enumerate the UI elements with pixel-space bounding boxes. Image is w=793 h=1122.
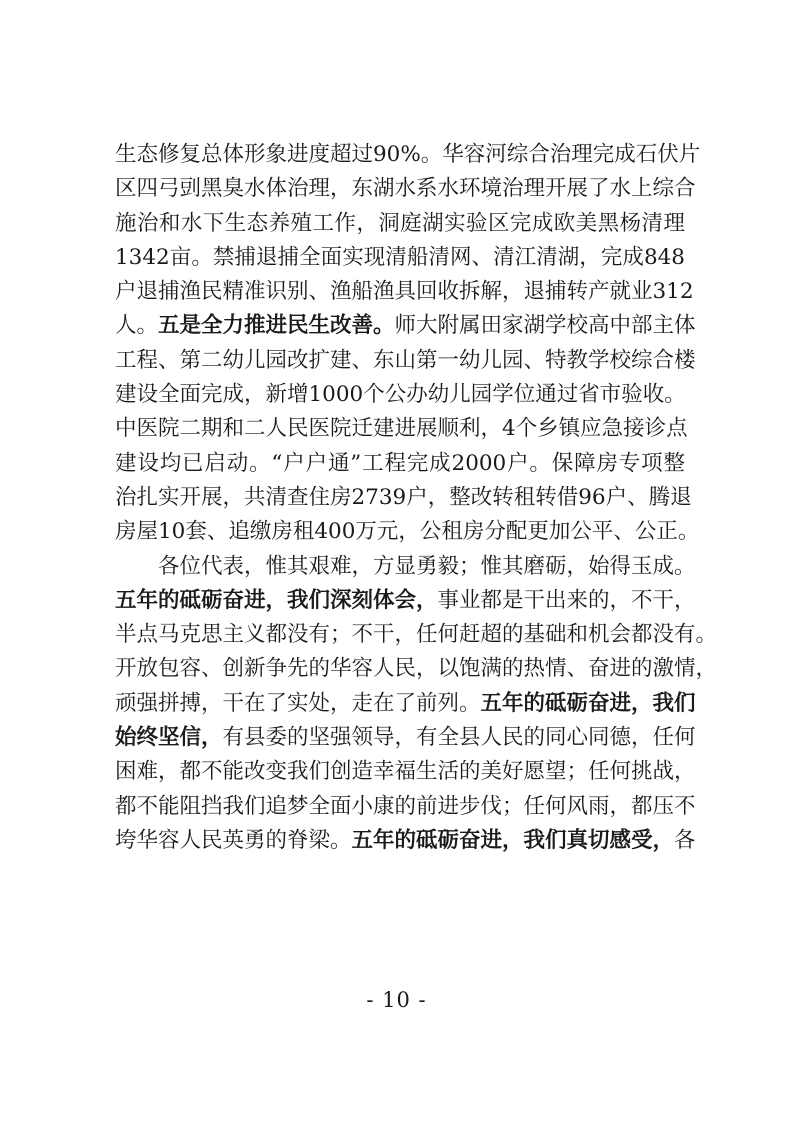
text-line (115, 584, 696, 618)
text-run: 人。 (115, 313, 159, 339)
text-line (115, 309, 696, 343)
text-run: 有县委的坚强领导，有全县人民的同心同德，任何 (222, 725, 696, 751)
text-line: 施治和水下生态养殖工作，洞庭湖实验区完成欧美黑杨清理 (115, 210, 685, 236)
bold-heading-five: 五是全力推进民生改善。 (158, 313, 395, 339)
page-number: - 10 - (366, 988, 427, 1012)
text-line: 中医院二期和二人民医院迁建进展顺利，4个乡镇应急接诊点 (115, 416, 688, 442)
text-run: 垮华容人民英勇的脊梁。 (115, 827, 352, 853)
text-line: 区四弓剅黑臭水体治理，东湖水系水环境治理开展了水上综合 (115, 176, 696, 202)
text-line: 建设全面完成，新增1000个公办幼儿园学位通过省市验收。 (115, 382, 686, 408)
text-line: 房屋10套、追缴房租400万元，公租房分配更加公平、公正。 (115, 519, 700, 545)
text-line: 建设均已启动。“户户通”工程完成2000户。保障房专项整 (115, 450, 685, 476)
text-line: 半点马克思主义都没有；不干，任何赶超的基础和机会都没有。 (115, 622, 718, 648)
text-line: 各位代表，惟其艰难，方显勇毅；惟其磨砺，始得玉成。 (158, 553, 696, 579)
bold-phrase: 五年的砥砺奋进，我们真切感受， (351, 827, 675, 853)
text-line: 生态修复总体形象进度超过90%。华容河综合治理完成石伏片 (115, 142, 701, 167)
bold-phrase: 五年的砥砺奋进，我们 (480, 690, 696, 716)
text-line (115, 824, 696, 858)
text-line: 治扎实开展，共清查住房2739户，整改转租转借96户、腾退 (115, 484, 692, 510)
bold-phrase: 五年的砥砺奋进，我们深刻体会， (115, 587, 438, 613)
text-run: 各 (674, 827, 696, 853)
body-text (115, 138, 718, 858)
text-run: 师大附属田家湖学校高中部主体 (394, 313, 696, 339)
text-run: 顽强拼搏，干在了实处，走在了前列。 (115, 690, 481, 716)
text-line: 都不能阻挡我们追梦全面小康的前进步伐；任何风雨，都压不 (115, 793, 696, 819)
text-line (115, 687, 696, 721)
text-line: 工程、第二幼儿园改扩建、东山第一幼儿园、特教学校综合楼 (115, 347, 696, 373)
text-line: 困难，都不能改变我们创造幸福生活的美好愿望；任何挑战， (115, 759, 696, 785)
text-line: 户退捕渔民精准识别、渔船渔具回收拆解，退捕转产就业312 (115, 279, 694, 305)
text-line: 1342亩。禁捕退捕全面实现清船清网、清江清湖，完成848 (115, 244, 685, 270)
text-line (115, 721, 696, 755)
bold-phrase: 始终坚信， (115, 725, 223, 751)
text-line: 开放包容、创新争先的华容人民，以饱满的热情、奋进的激情， (115, 656, 718, 682)
text-run: 事业都是干出来的，不干， (437, 587, 696, 613)
